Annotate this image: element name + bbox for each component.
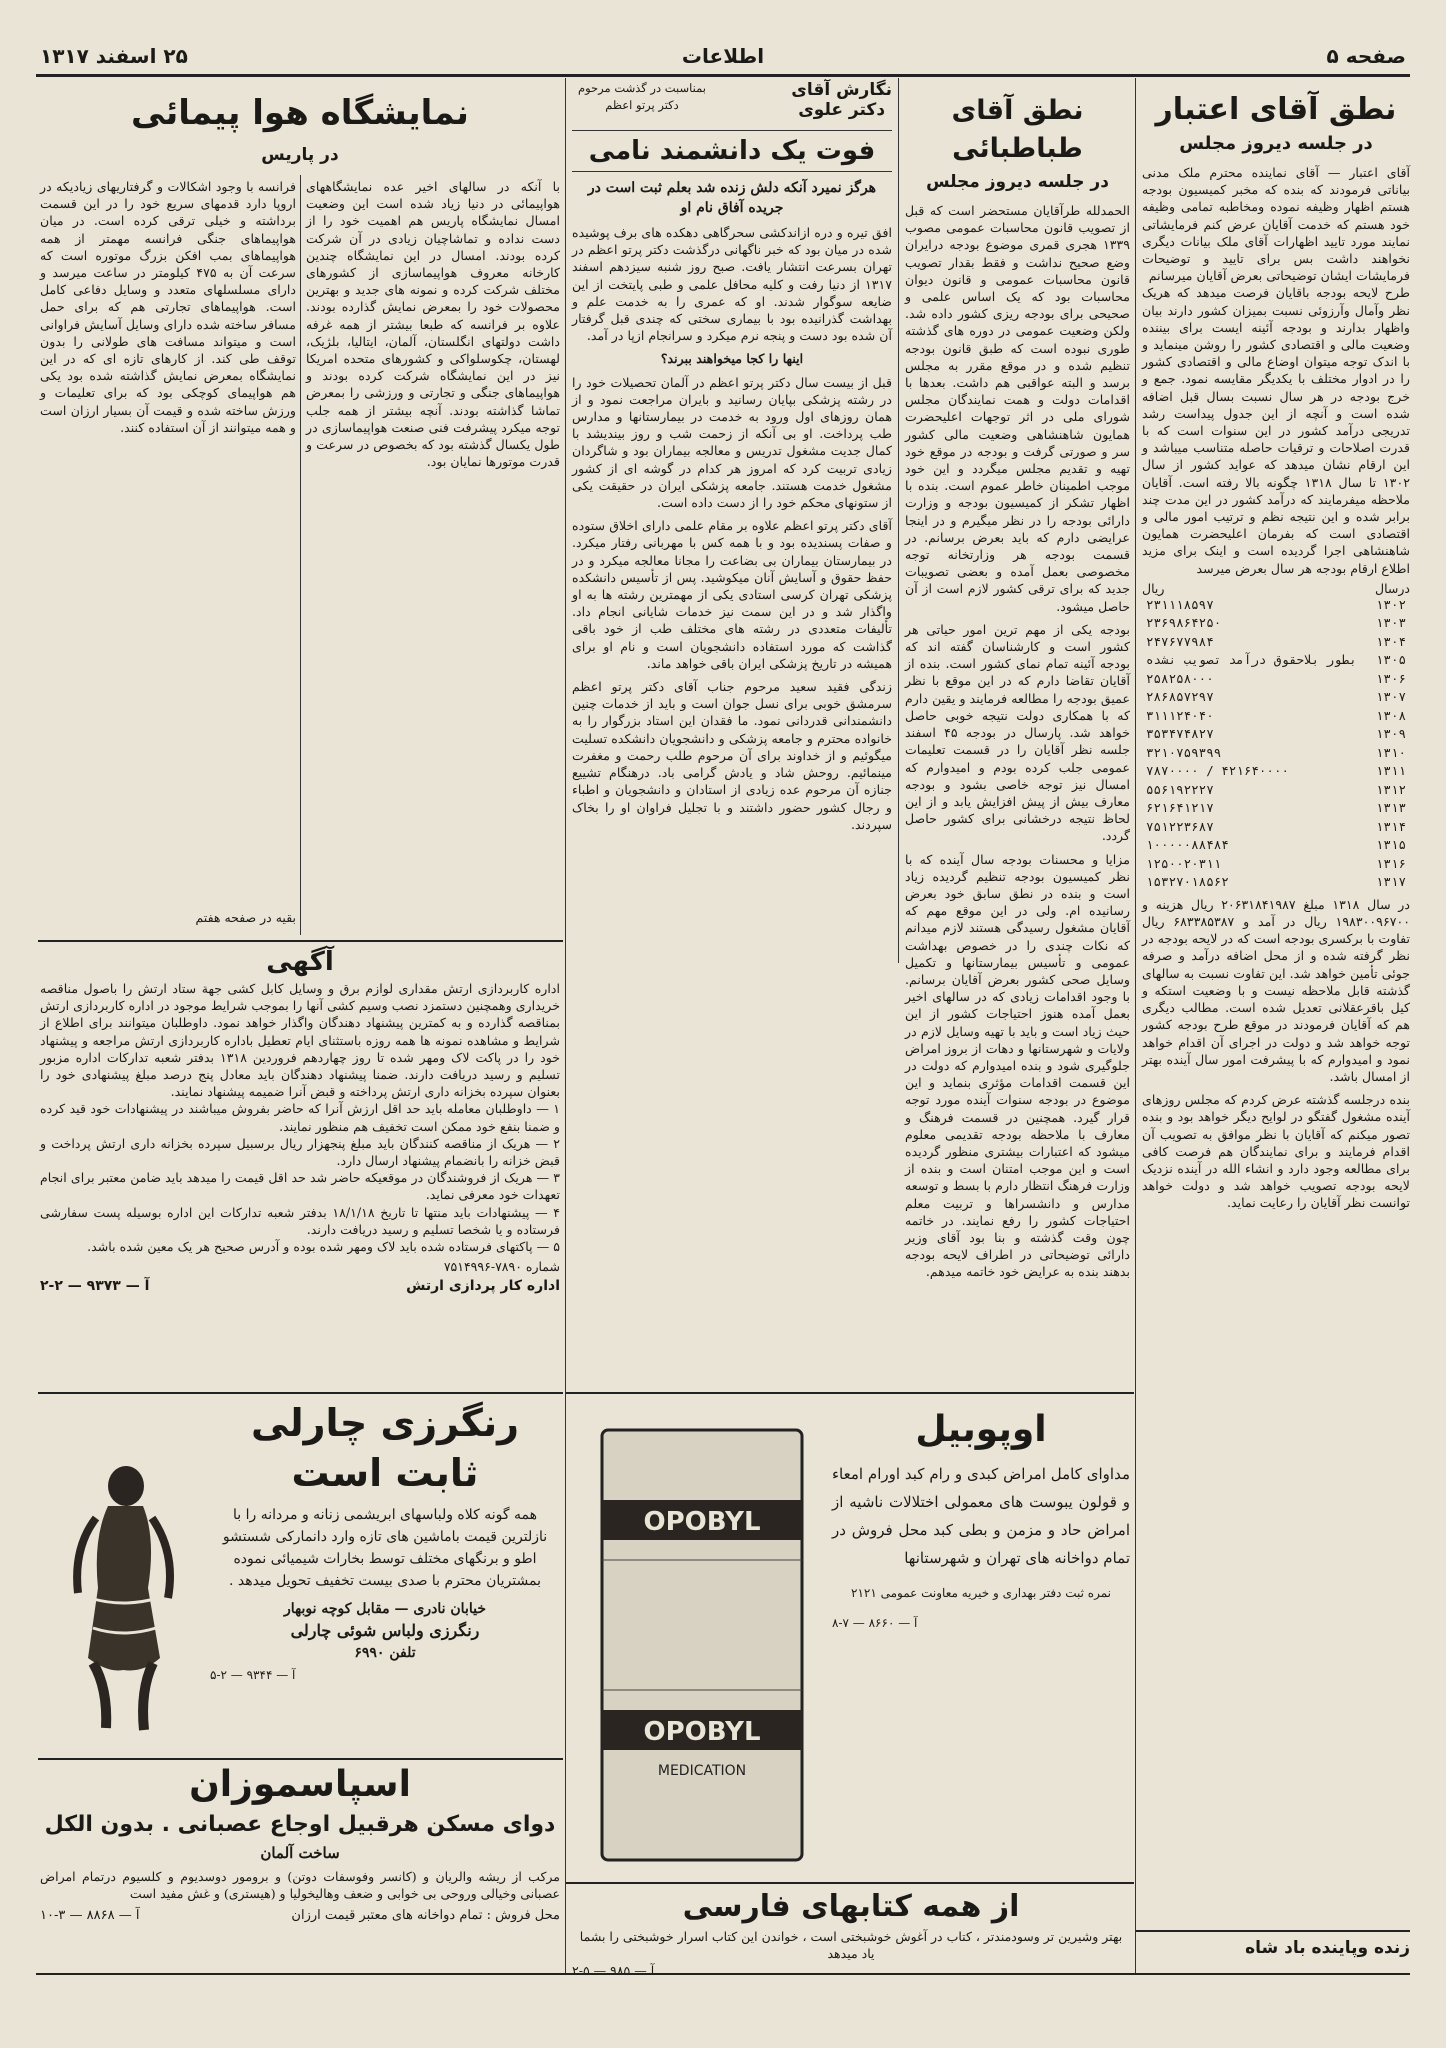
ad-ref: آ — ۸۶۶۰ — ۷-۸ xyxy=(832,1616,918,1630)
bottom-rule xyxy=(36,1973,1410,1975)
table-row xyxy=(1142,744,1410,763)
table-value-cell: ۶۲۱۶۴۱۲۱۷ xyxy=(1146,800,1214,816)
dancer-illustration-icon xyxy=(48,1458,198,1738)
box-label-top: OPOBYL xyxy=(643,1507,761,1537)
table-year-cell: ۱۳۱۳ xyxy=(1375,800,1406,816)
article-subtitle: در جلسه دیروز مجلس xyxy=(1179,133,1373,154)
article-body: افق تیره و دره ازاندکشی سحرگاهی دهکده های برف پوشیده شده در میان بود که خبر ناگهانی درگذشت دکتر پرتو اعظم در تهران بسرعت انتشار یافت. صبح روز شنبه سیزدهم اسفند ۱۳۱۷ از دنیا رفت و کلیه محافل علمی و طبی پایتخت از این ضایعه سوگوار شدند. او که عمری را به خدمت علم و بهداشت گذرانیده بود با بیماری سختی که چندی قبل گرفتار آن شده بود دست و پنجه نرم میکرد و سرانجام ازپا در آمد. xyxy=(572,225,892,344)
notice-body: اداره کاربردازی ارتش مقداری لوازم برق و وسایل کابل کشی جهة ستاد ارتش را باصول مناقصه خریداری وهمچنین دستمزد نصب وسیم کشی آنها را بموجب شرایط موجود در اداره کاربردازی ارتش بمناقصه گذارده و به کمترین پیشنهاد دهندگان واگذار خواهد نمود. داوطلبان میتوانند برای اطلاع از شرایط و مشاهده نمونه ها همه روزه باستثنای ایام تعطیل باداره کاربردازی ارتش مراجعه و پیشنهاد خود را در پاکت لاک ومهر شده تا روز چهاردهم فروردین ۱۳۱۸ بدفتر شعبه تدارکات اداره مزبور تسلیم و رسید دریافت دارند. ضمنا پیشنهاد دهندگان باید معادل پنج درصد مبلغ پیشنهادی خود را بعنوان سپرده بخزانه داری ارتش پرداخته و قبض آنرا ضمیمه پیشنهاد نمایند. xyxy=(40,981,560,1100)
table-year-cell: ۱۳۰۲ xyxy=(1375,596,1406,612)
article-title: نطق آقای اعتبار xyxy=(1155,92,1397,127)
section-rule xyxy=(38,1758,563,1760)
header-rule xyxy=(36,74,1410,77)
author-name: دکتر علوی xyxy=(798,100,886,120)
table-year-cell: ۱۳۰۹ xyxy=(1375,726,1406,742)
ad-ref: آ — ۸۸۶۸ — ۳-۱۰ xyxy=(40,1908,140,1924)
article-body: الحمدلله طرآقایان مستحضر است که قبل از تصویب قانون محاسبات عمومی مصوب ۱۳۳۹ هجری قمری موضوع بودجه درایران وضع صحیح نداشت و فقط بقدار تصویب قانون محاسبات عمومی و قانون دیوان محاسبات بود که یک اساس علمی و صحیحی برای بودجه ریزی کشور داده شد. ولکن وضعیت عمومی در دوره های گذشته طوری نبوده است که طبق قانون بودجه تنظیم شده و در موقع مقرر به مجلس برسد و البته عواقبی هم داشت. بعدها با اقدامات دولت و همت نمایندگان مجلس شورای ملی در اثر توجهات اعلیحضرت همایون شاهنشاهی وضعیت مالی کشور سر و صورتی گرفت و بودجه در موقع خود تهیه و تقدیم مجلس میگردد و این خود موجب اطمینان خاطر عموم است. بنده با اظهار تشکر از کمیسیون بودجه و وزارت دارائی بودجه را در نظر میگیرم و در اینجا عرایضی دارم که باید بعرض برسانم. در قسمت بودجه هر وزارتخانه توجه مخصوصی بعمل آمده و بعضی تصویبات جدید که برای ترقی کشور لازم است از آن حاصل میشود. xyxy=(905,203,1130,614)
ad-charlie-text xyxy=(210,1398,560,1753)
table-row xyxy=(1142,614,1410,633)
issue-date: ۲۵ اسفند ۱۳۱۷ xyxy=(40,44,188,68)
table-year-cell: ۱۳۱۷ xyxy=(1375,874,1406,890)
notice-item: ۴ — پیشنهادات باید منتها تا تاریخ ۱۸/۱/۱۸ بدفتر شعبه تدارکات این اداره بوسیله پست سفارشی فرستاده و یا شخصا تسلیم و رسید دریافت دارند. xyxy=(40,1204,560,1237)
ad-title: اسپاسموزان xyxy=(189,1764,411,1805)
table-value-cell: ۳۲۱۰۷۵۹۳۹۹ xyxy=(1146,744,1222,760)
article-subtitle: در پاریس xyxy=(261,145,339,165)
table-value-cell: ۲۵۸۲۵۸۰۰۰ xyxy=(1146,670,1214,686)
notice-items xyxy=(40,1100,560,1255)
footer-rule xyxy=(1136,1930,1410,1932)
page-number: صفحه ۵ xyxy=(1326,44,1406,68)
ad-opobyl xyxy=(572,1400,1130,1878)
author-label: نگارش آقای xyxy=(791,80,892,100)
article-body-2: بودجه یکی از مهم ترین امور حیاتی هر کشور است و کارشناسان گفته اند که بودجه آئینه تمام نمای کشور است. بنده از آقایان تقاضا دارم که در این موقع با نظر عمیق بودجه را مطالعه فرمایند و یقین دارم که با همکاری دولت نتیجه خوبی حاصل خواهد شد. پارسال در بودجه ۴۵ اسفند جلسه نظر آقایان را در قسمت تعلیمات عمومی جلب کرده بودم و امیدوارم که امسال نیز توجه خاصی بشود و بودجه معارف بیش از پیش افزایش یابد و از این لحاظ نتیجه درخشانی برای کشور حاصل گردد. xyxy=(905,621,1130,844)
notice-phone: شماره ۷۸۹۰-۷۵۱۴۹۹۶ xyxy=(443,1259,560,1275)
article-airshow-header xyxy=(40,80,560,170)
footer-slogan: زنده وپاینده باد شاه xyxy=(1245,1938,1410,1958)
notice-item: ۳ — هریک از فروشندگان در موقعیکه حاضر شد حد اقل قیمت را میدهد باید ضامن معتبر برای انجام تعهدات خود معرفی نماید. xyxy=(40,1170,560,1203)
table-row xyxy=(1142,651,1410,670)
notice-block xyxy=(40,944,560,1382)
ad-body: مداوای کامل امراض کبدی و رام کبد اورام امعاء و قولون یبوست های معمولی اختلالات ناشیه از امراض حاد و مزمن و بطی کبد محل فروش در تمام دواخانه های تهران و شهرستانها xyxy=(832,1465,1130,1567)
ad-body: مرکب از ریشه والریان و (کانسر وفوسفات دوتن) و برومور دوسدیوم و کلسیوم درتمام امراض عصبانی وخیالی وروحی بی خوابی و ضعف وهالیخولیا و (هیستری) و غش مفید است xyxy=(40,1869,560,1902)
article-obituary xyxy=(572,80,892,1386)
ad-title-2: ثابت است xyxy=(291,1451,479,1495)
section-rule xyxy=(566,1392,1134,1394)
table-row xyxy=(1142,633,1410,652)
notice-item: ۱ — داوطلبان معامله باید حد اقل ارزش آنرا که حاضر بفروش میباشند در پیشنهادات خود قید کرده و ضمنا بنفع خود ممکن است تخفیف هم منظور نمایند. xyxy=(40,1101,560,1134)
table-row xyxy=(1142,596,1410,615)
table-value-cell: ۱۵۳۲۷۰۱۸۵۶۲ xyxy=(1146,874,1229,890)
table-row xyxy=(1142,855,1410,874)
table-year-cell: ۱۳۱۴ xyxy=(1375,818,1406,834)
article-body-2: فرانسه با وجود اشکالات و گرفتاریهای زیادیکه در اروپا دارد قدمهای سریع خود را در این قسمت برداشته و خیلی ترقی کرده است. در میان هواپیماهای جنگی فرانسه مهمتر از همه هواپیماهای بمب افکن بزرگ موتوره است که سرعت آن به ۴۷۵ کیلومتر در ساعت میرسد و دارای مسلسلهای متعدد و وسایل دفاعی کامل است. هواپیماهای تجارتی هم که برای حمل مسافر ساخته شده دارای وسایل آسایش فراوانی است و میتواند مسافت های طولانی را بدون توقف طی کند. از کارهای تازه ای که در این نمایشگاه بمعرض نمایش گذاشته شده بود یکی هم هواپیمای کوچکی بود که برای تعلیمات و ورزش ساخته شده و قیمت آن بسیار ارزان است و همه میتوانند از آن استفاده کنند. xyxy=(40,179,296,435)
box-sub-label: MEDICATION xyxy=(657,1763,747,1779)
notice-ref: آ — ۹۳۷۳ — ۲-۲ xyxy=(40,1278,150,1295)
table-row xyxy=(1142,670,1410,689)
airshow-column-left xyxy=(40,178,296,908)
table-year-cell: ۱۳۱۲ xyxy=(1375,781,1406,797)
table-row xyxy=(1142,818,1410,837)
medicine-box-illustration-icon xyxy=(582,1410,822,1870)
table-year-cell: ۱۳۱۰ xyxy=(1375,744,1406,760)
table-value-cell: ۷۵۱۲۲۳۶۸۷ xyxy=(1146,818,1214,834)
ad-address: خیابان نادری — مقابل کوچه نوبهار xyxy=(284,1601,486,1617)
column-divider xyxy=(300,175,301,935)
table-year-cell: ۱۳۱۶ xyxy=(1375,855,1406,871)
article-tabatabai xyxy=(905,80,1130,1280)
article-subtitle: در جلسه دیروز مجلس xyxy=(926,172,1109,192)
article-title: فوت یک دانشمند نامی xyxy=(572,130,892,172)
ad-name: رنگرزی ولباس شوئی چارلی xyxy=(290,1621,480,1640)
table-year-cell: ۱۳۱۱ xyxy=(1375,763,1406,779)
table-year-cell: ۱۳۰۷ xyxy=(1375,689,1406,705)
table-year-cell: ۱۳۰۸ xyxy=(1375,707,1406,723)
table-header: درسال ریال xyxy=(1142,580,1410,596)
column-divider xyxy=(898,78,899,963)
section-rule xyxy=(566,1882,1134,1884)
article-body: با آنکه در سالهای اخیر عده نمایشگاههای هواپیمائی در دنیا زیاد شده است این وضعیت امسال نمایشگاه پاریس هم اهمیت خود را از دست نداده و تماشاچیان زیادی در آن شرکت کرده بودند. امسال در این نمایشگاه چندین کارخانه معروف هواپیماسازی از کشورهای مختلف شرکت کرده و نمونه های جدید و بهترین محصولات خود را بمعرض نمایش گذارده بودند. علاوه بر فرانسه که طبعا بیشتر از همه غرفه داشت دولتهای انگلستان، آلمان، ایتالیا، بلژیک، لهستان، چکوسلواکی و کشورهای متحده امریکا نیز در این نمایشگاه شرکت کرده بودند و هواپیماهای جنگی و تجارتی و ورزشی را بمعرض تماشا گذاشته بودند. آنچه بیشتر از همه جلب توجه میکرد پیشرفت فنی صنعت هواپیماسازی در طول یکسال گذشته بود که بخصوص در سرعت و قدرت موتورها نمایان بود. xyxy=(306,179,560,470)
table-row xyxy=(1142,781,1410,800)
table-value-cell: ۵۵۶۱۹۲۲۲۷ xyxy=(1146,781,1214,797)
table-row xyxy=(1142,762,1410,781)
article-body-2: قبل از بیست سال دکتر پرتو اعظم در آلمان تحصیلات خود را در رشته پزشکی بپایان رسانید و بایران مراجعت نمود و از همان روزهای اول ورود به خدمت در بیمارستانها و مدارس طب پرداخت. او بی آنکه از زحمت شب و روز بیندیشد با کمال جدیت مشغول تدریس و معالجه بیماران بود و شاگردان زیادی تربیت کرد که امروز هر کدام در گوشه ای از کشور مشغول خدمت هستند. جامعه پزشکی ایران در حقیقت یکی از ستونهای محکم خود را از دست داده است. xyxy=(572,374,892,511)
table-year-cell: ۱۳۰۳ xyxy=(1375,615,1406,631)
table-row xyxy=(1142,836,1410,855)
ad-opobyl-text xyxy=(832,1400,1130,1878)
table-value-cell: ۳۵۳۴۷۴۸۲۷ xyxy=(1146,726,1214,742)
ad-subtitle: دوای مسکن هرقبیل اوجاع عصبانی . بدون الکل xyxy=(44,1812,556,1837)
article-body: طرح لایحه بودجه باقایان فرصت میدهد که هریک نظر وآمال وآرزوئی نسبت بمیزان کشور دارند بیان واظهار بدارند و بودجه آئینه ایست برای بیننده وضعیت مالی و اقتصادی کشور را روشن مینماید و با اندک توجه میتوان اوضاع مالی و اقتصادی کشور را در ادوار مختلف با یکدیگر مقایسه نمود. جمع و خرج بودجه در هر سال نسبت بسال قبل اضافه شده است و آنچه از این جدول پیداست رشد تدریجی درآمد کشور در این سنوات است که با قدرت اصلاحات و ترقیات حاصله متناسب میباشد و این ارقام نشان میدهد که عواید کشور از سال ۱۳۰۲ تا سال ۱۳۱۸ چگونه بالا رفته است. آقایان ملاحظه میفرمایند که درآمد کشور در این مدت چند برابر شده و این نتیجه نظم و ترتیب امور مالی و اقتصادی است که بفرمان اعلیحضرت همایون شاهنشاهی اجرا گردیده است و اینک برای مزید اطلاع ارقام بودجه هر سال بعرض میرسد xyxy=(1142,285,1410,576)
article-lede: هرگز نمیرد آنکه دلش زنده شد بعلم ثبت است در جریده آفاق نام او xyxy=(587,180,877,216)
table-year-cell: ۱۳۰۵ xyxy=(1375,652,1406,668)
box-label-bottom: OPOBYL xyxy=(643,1717,761,1747)
table-value-cell: ۲۳۶۹۸۶۴۲۵۰ xyxy=(1146,615,1222,631)
article-quote: اینها را کجا میخواهند ببرند؟ xyxy=(660,351,804,367)
ad-sales: محل فروش : تمام دواخانه های معتبر قیمت ارزان xyxy=(291,1908,560,1924)
ad-body: بهتر وشیرین تر وسودمندتر ، کتاب در آغوش خوشبختی است ، خواندن این کتاب اسرار خوشبختی را بشما یاد میدهد xyxy=(579,1929,1123,1962)
table-value-cell: ۲۴۷۶۷۷۹۸۴ xyxy=(1146,633,1214,649)
notice-item: ۲ — هریک از مناقصه کنندگان باید مبلغ پنجهزار ریال برسبیل سپرده بخزانه داری ارتش پرداخت و قبض خزانه را بانضمام پیشنهاد ارسال دارد. xyxy=(40,1135,560,1169)
notice-item: ۵ — پاکتهای فرستاده شده باید لاک ومهر شده بوده و آدرس صحیح هر یک معین شده باشد. xyxy=(87,1239,560,1255)
table-value-cell: ۲۸۶۸۵۷۲۹۷ xyxy=(1146,689,1214,705)
article-tail-2: بنده درجلسه گذشته عرض کردم که مجلس روزهای آینده مشغول گفتگو در لوایح دیگر خواهد بود و بنده تصور میکنم که آقایان با نظر موافق به تصویب آن اقدام فرمایند و برای نمایندگان هم فرصت کافی برای مطالعه وجود دارد و انشاء الله در آینده نزدیک لایحه بودجه تصویب خواهد شد و دولت خواهد توانست نظر آقایان را رعایت نماید. xyxy=(1142,1092,1410,1211)
table-row xyxy=(1142,799,1410,818)
byline-block xyxy=(572,80,892,120)
article-tail: در سال ۱۳۱۸ مبلغ ۲۰۶۳۱۸۴۱۹۸۷ ریال هزینه و ۱۹۸۳۰۰۹۶۷۰۰ ریال در آمد و ۶۸۳۳۸۵۳۸۷ ریال تفاوت با برکسری بودجه است که در لایحه بودجه در نظر گرفته شده و از محل اضافه درآمد و صرفه جوئی تأمین خواهد شد. این تفاوت نسبت به سالهای گذشته قابل ملاحظه نیست و با وضعیت استکه و کیل باقرعقلانی تعدیل شده است. مطالب دیگری هم که آقایان فرمودند در موقع طرح بودجه کشور توجه خواهد شد و دولت در اجرای آن اقدام خواهد نمود و امیدوارم که با پیشرفت امور سال آینده بهتر از امسال باشد. xyxy=(1142,896,1411,1084)
ad-phone: تلفن ۶۹۹۰ xyxy=(354,1645,416,1661)
notice-footer xyxy=(40,1278,560,1294)
paper-name: اطلاعات xyxy=(681,44,765,68)
table-value-cell: ۳۱۱۱۲۴۰۴۰ xyxy=(1146,707,1214,723)
table-year-cell: ۱۳۰۶ xyxy=(1375,670,1406,686)
ad-title: از همه کتابهای فارسی xyxy=(682,1889,1020,1924)
table-row xyxy=(1142,688,1410,707)
ad-charlie xyxy=(40,1398,560,1753)
table-row xyxy=(1142,725,1410,744)
ad-footer xyxy=(40,1908,560,1923)
ad-title: رنگرزی چارلی xyxy=(250,1401,520,1445)
article-body-3: آقای دکتر پرتو اعظم علاوه بر مقام علمی دارای اخلاق ستوده و صفات پسندیده بود و با همه کس با مهربانی رفتار میکرد. در بیمارستان بیماران بی بضاعت را مجانا معالجه میکرد و در حفظ حقوق و آسایش آنان میکوشید. پس از تأسیس دانشکده پزشکی تهران کرسی استادی یکی از مهمترین رشته ها به او واگذار شد و در این سمت نیز خدمات شایانی انجام داد. تألیفات متعددی در رشته های مختلف طب از خود باقی گذاشت که مورد استفاده دانشجویان است و نام او برای همیشه در تاریخ پزشکی ایران باقی خواهد ماند. xyxy=(572,518,892,671)
ad-ref: آ — ۹۸۵ — ۵-۲ xyxy=(572,1963,655,1979)
table-value-cell: ۱۲۵۰۰۲۰۳۱۱ xyxy=(1146,855,1222,871)
article-body-4: زندگی فقید سعید مرحوم جناب آقای دکتر پرتو اعظم سرمشق خوبی برای نسل جوان است و باید از خدمات چنین دانشمندانی قدردانی نمود. ما فقدان این استاد بزرگوار را به خانواده محترم و جامعه پزشکی و دانشجویان دانشکده تسلیت میگوئیم و از خداوند برای آن مرحوم طلب رحمت و مغفرت مینمائیم. روحش شاد و یادش گرامی باد. درهنگام تشییع جنازه آن مرحوم عده زیادی از استادان و دانشجویان و اطباء و رجال کشور حضور داشتند و با تجلیل فراوان او را بخاک سپردند. xyxy=(572,679,892,832)
ad-made: ساخت آلمان xyxy=(260,1844,340,1862)
continued-note: بقیه در صفحه هفتم xyxy=(195,910,296,925)
ad-books xyxy=(572,1886,1130,1979)
budget-table xyxy=(1142,596,1410,892)
section-rule xyxy=(38,940,563,942)
column-divider xyxy=(565,78,566,1973)
table-value-cell: ۲۳۱۱۱۸۵۹۷ xyxy=(1146,596,1214,612)
table-row xyxy=(1142,873,1410,892)
article-lead: آقای اعتبار — آقای نماینده محترم ملک مدنی بیاناتی فرمودند که بنده که مخبر کمیسیون بودجه هستم اظهار وظیفه نموده ومخاطبه تمامی وظیفه خود هستم که خدمت آقایان عرض کنم فرمایشاتی نمایند مورد تایید اظهارات آقای ملک بیانات دیگری نخواهند داشت بس برای تایید و توضیحات فرمایشات ایشان توضیحاتی بعرض آقایان میرسانم xyxy=(1142,165,1410,284)
article-body-3: مزایا و محسنات بودجه سال آینده که با نظر کمیسیون بودجه تنظیم گردیده زیاد است و بنده در نطق سابق خود بعرض رسانیده ام. ولی در این موقع مهم که آقایان مشغول رسیدگی هستند لازم میدانم که نکات چندی را در خصوص بهداشت عمومی و تأسیس بیمارستانها و تکمیل وسایل صحی کشور بعرض آقایان برسانم. با وجود اقدامات زیادی که در سالهای اخیر بعمل آمده هنوز احتیاجات کشور از این حیث زیاد است و باید با تهیه وسایل لازم در ولایات و شهرستانها و دهات از بروز امراض جلوگیری شود و بنده امیدوارم که دولت در این قسمت اقدامات مؤثری بنماید و این موضوع در بودجه سنوات آینده مورد توجه قرار گیرد. همچنین در قسمت فرهنگ و معارف با ملاحظه بودجه تقدیمی معلوم میشود که اعتبارات بیشتری منظور گردیده است و این موجب امتنان است و بنده از وزارت فرهنگ انتظار دارم با بسط و توسعه مدارس و دانشسراها و تربیت معلم احتیاجات کشور را رفع نمایند. در خاتمه چون وقت گذشته و بنا بود آقای وزیر دارائی توضیحاتی در اطراف لایحه بودجه بدهند بنده به عرایض خود خاتمه میدهم. xyxy=(905,851,1130,1280)
notice-signature: اداره کار پردازی ارتش xyxy=(406,1278,560,1295)
ad-spasmozan xyxy=(40,1762,560,1972)
article-title: نمایشگاه هوا پیمائی xyxy=(131,93,469,133)
ad-body: همه گونه کلاه ولباسهای ابریشمی زنانه و مردانه را با نازلترین قیمت باماشین های تازه وارد دانمارکی شستشو اطو و برنگهای مختلف توسط بخارات شیمیائی نموده بمشتریان محترم با صدی بیست تخفیف تحویل میدهد . xyxy=(222,1507,548,1589)
article-etebar xyxy=(1142,80,1410,1970)
table-value-cell: ۴۲۱۶۴۰۰۰۰ / ۷۸۷۰۰۰۰ xyxy=(1146,763,1289,779)
ad-title: اوپوبیل xyxy=(915,1409,1047,1450)
column-divider xyxy=(1135,78,1136,1973)
table-year-cell: ۱۳۱۵ xyxy=(1375,837,1406,853)
table-row xyxy=(1142,707,1410,726)
section-rule xyxy=(38,1392,563,1394)
notice-ref-row xyxy=(40,1259,560,1274)
ad-ref: آ — ۹۳۴۴ — ۲-۵ xyxy=(210,1668,296,1682)
notice-title: آگهی xyxy=(266,947,334,977)
table-value-cell: بطور بلاحقوق درآمد تصویب نشده xyxy=(1146,652,1357,668)
ad-reg: نمره ثبت دفتر بهداری و خیریه معاونت عمومی ۲۱۲۱ xyxy=(851,1586,1111,1600)
table-year-cell: ۱۳۰۴ xyxy=(1375,633,1406,649)
article-title: نطق آقای طباطبائی xyxy=(951,95,1084,164)
kicker: بمناسبت در گذشت مرحوم دکتر پرتو اعظم xyxy=(578,81,706,112)
table-value-cell: ۱۰۰۰۰۰۸۸۴۸۴ xyxy=(1146,837,1229,853)
airshow-column-right xyxy=(306,178,560,930)
